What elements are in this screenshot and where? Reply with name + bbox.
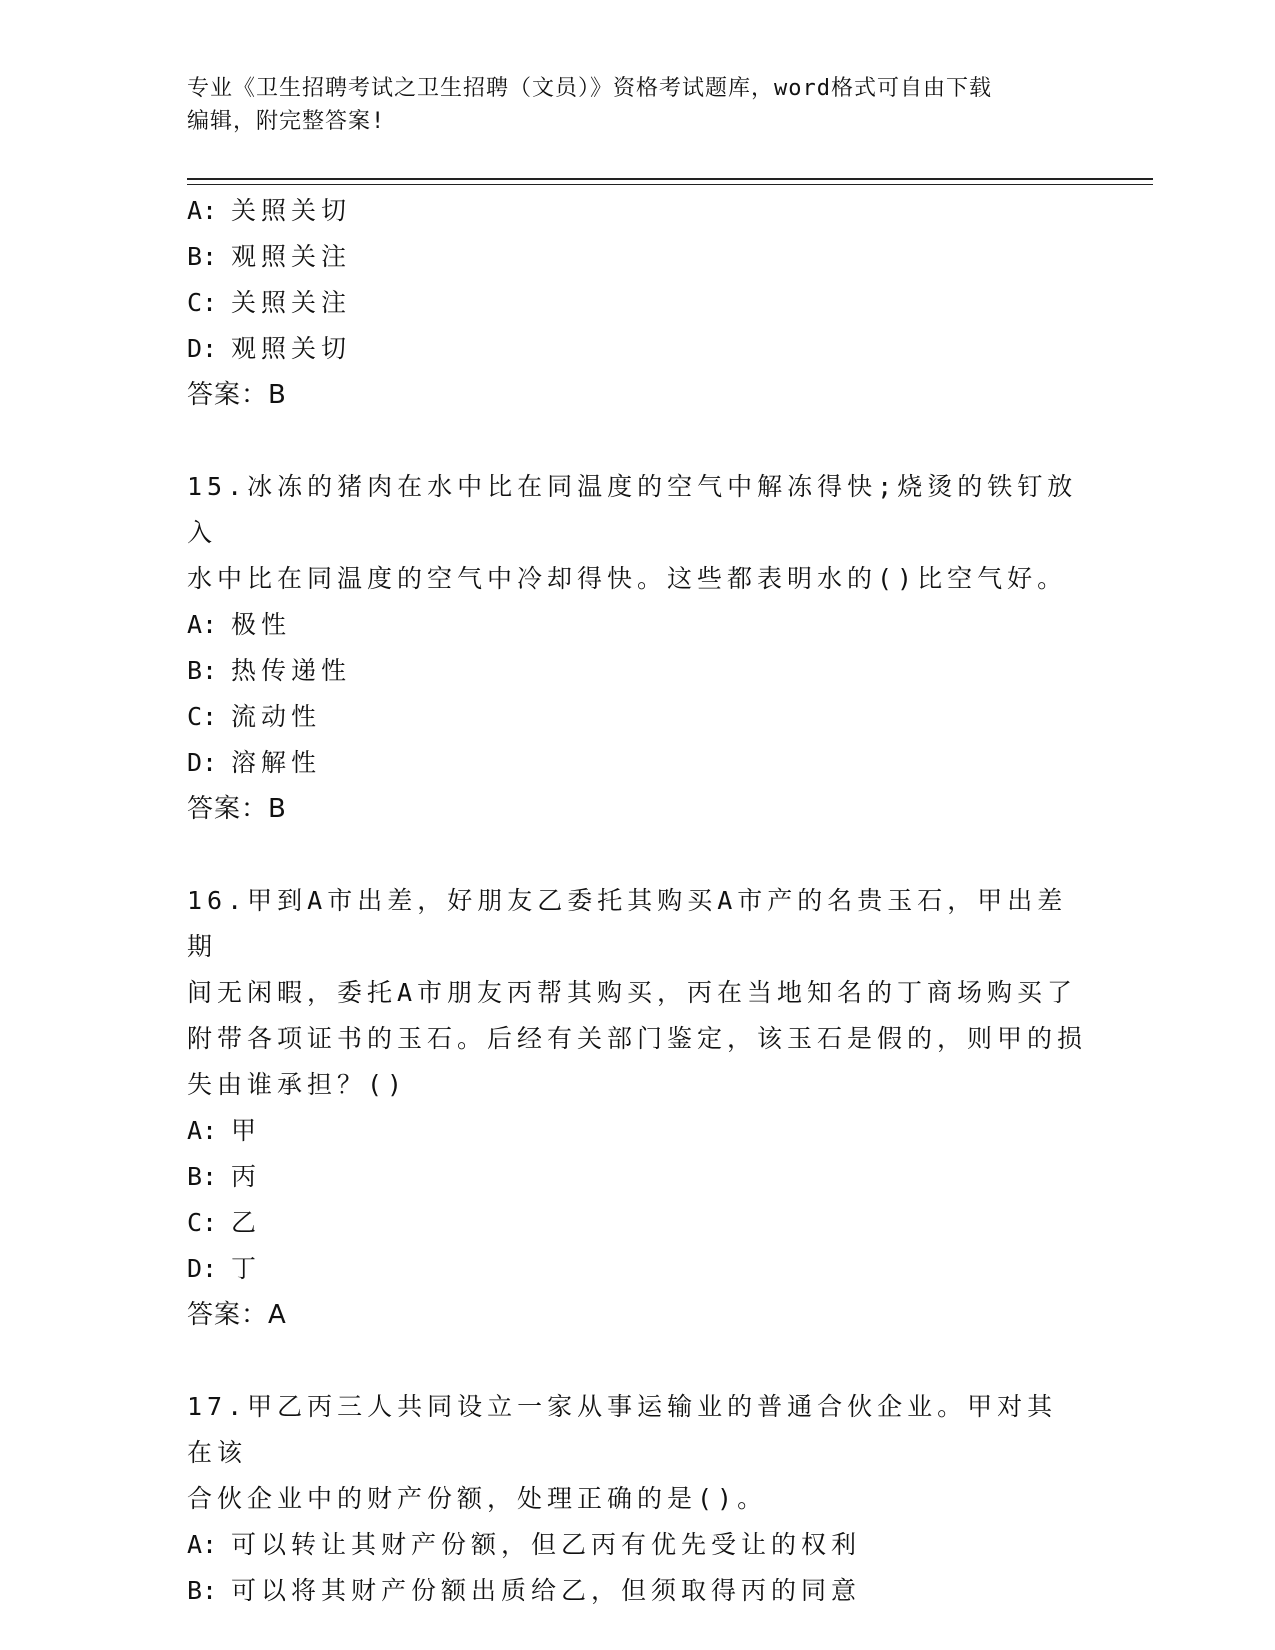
option-a: A: 甲 bbox=[187, 1116, 262, 1145]
question-list bbox=[187, 188, 1087, 1614]
question-stem-line: 间无闲暇，委托A市朋友丙帮其购买，丙在当地知名的丁商场购买了 bbox=[187, 978, 1078, 1007]
option-d: D: 溶解性 bbox=[187, 748, 322, 777]
question-stem-line: 合伙企业中的财产份额，处理正确的是()。 bbox=[187, 1484, 768, 1513]
document-header bbox=[187, 72, 1067, 138]
question-stem-line: 17.甲乙丙三人共同设立一家从事运输业的普通合伙企业。甲对其在该 bbox=[187, 1392, 1058, 1467]
header-line-2: 编辑，附完整答案! bbox=[187, 109, 386, 134]
option-b: B: 可以将其财产份额出质给乙，但须取得丙的同意 bbox=[187, 1576, 862, 1605]
question-15 bbox=[187, 464, 1087, 832]
question-14 bbox=[187, 188, 1087, 418]
option-b: B: 热传递性 bbox=[187, 656, 352, 685]
option-a: A: 极性 bbox=[187, 610, 292, 639]
answer: 答案：A bbox=[187, 1300, 287, 1330]
header-line-1: 专业《卫生招聘考试之卫生招聘（文员）》资格考试题库，word格式可自由下载 bbox=[187, 76, 992, 101]
option-d: D: 丁 bbox=[187, 1254, 262, 1283]
option-b: B: 观照关注 bbox=[187, 242, 352, 271]
option-d: D: 观照关切 bbox=[187, 334, 352, 363]
question-17 bbox=[187, 1384, 1087, 1614]
question-stem-line: 水中比在同温度的空气中冷却得快。这些都表明水的()比空气好。 bbox=[187, 564, 1068, 593]
option-a: A: 可以转让其财产份额，但乙丙有优先受让的权利 bbox=[187, 1530, 862, 1559]
answer: 答案：B bbox=[187, 794, 287, 824]
option-a: A: 关照关切 bbox=[187, 196, 352, 225]
question-stem-line: 附带各项证书的玉石。后经有关部门鉴定，该玉石是假的，则甲的损 bbox=[187, 1024, 1088, 1053]
header-rule-thin bbox=[187, 184, 1153, 185]
option-c: C: 乙 bbox=[187, 1208, 262, 1237]
answer: 答案：B bbox=[187, 380, 287, 410]
header-rule-thick bbox=[187, 178, 1153, 180]
question-stem-line: 失由谁承担？() bbox=[187, 1070, 408, 1099]
option-b: B: 丙 bbox=[187, 1162, 262, 1191]
question-stem-line: 15.冰冻的猪肉在水中比在同温度的空气中解冻得快;烧烫的铁钉放入 bbox=[187, 472, 1078, 547]
option-c: C: 流动性 bbox=[187, 702, 322, 731]
option-c: C: 关照关注 bbox=[187, 288, 352, 317]
question-16 bbox=[187, 878, 1087, 1338]
question-stem-line: 16.甲到A市出差，好朋友乙委托其购买A市产的名贵玉石，甲出差期 bbox=[187, 886, 1068, 961]
